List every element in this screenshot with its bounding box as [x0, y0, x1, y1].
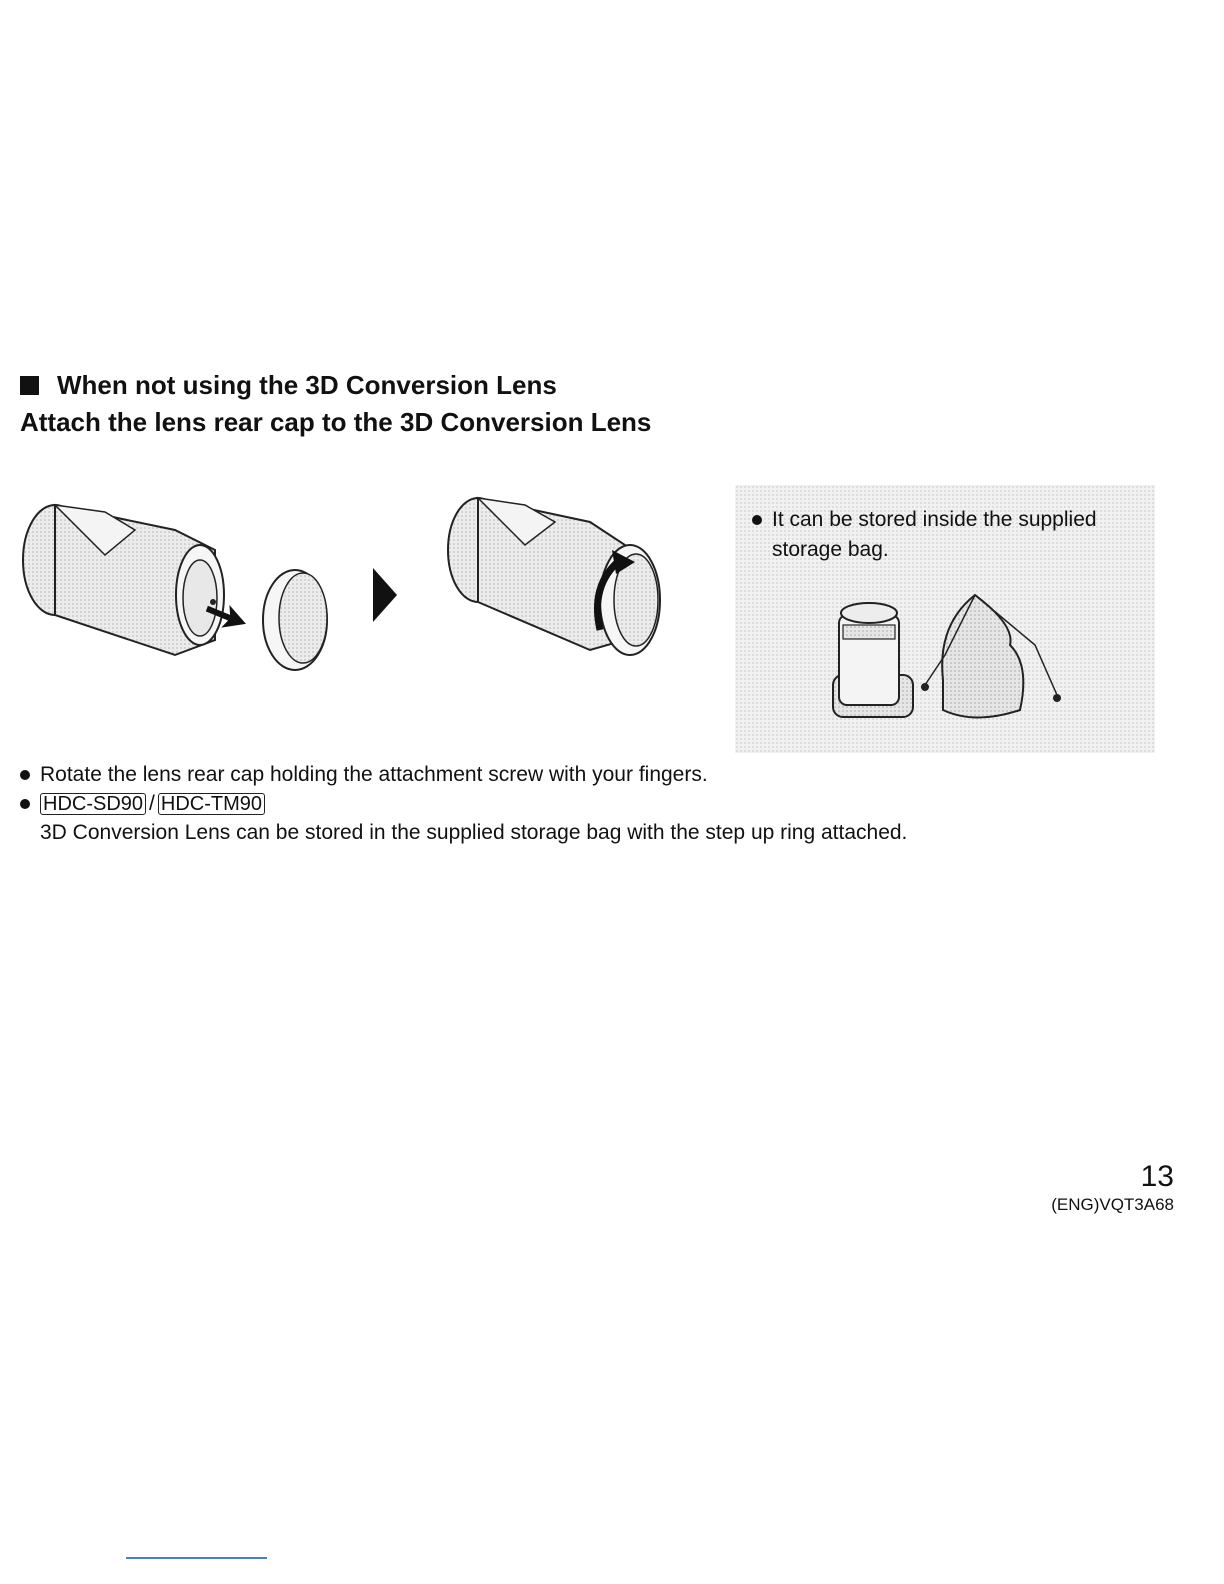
storage-bag-illustration: [825, 585, 1075, 725]
model-separator: /: [149, 792, 155, 815]
list-item: [20, 760, 1020, 789]
bullet-dot-icon: [752, 515, 762, 525]
list-item: [20, 789, 1020, 818]
model-tags: [40, 789, 265, 818]
model-tag-sd90: HDC-SD90: [40, 793, 146, 815]
storage-note-text: It can be stored inside the supplied storage bag.: [772, 508, 1097, 561]
section-heading-text: When not using the 3D Conversion Lens: [57, 370, 557, 400]
lens-cap-attach-illustration: [15, 490, 335, 690]
list-item-text: 3D Conversion Lens can be stored in the supplied storage bag with the step up ring attached.: [40, 821, 908, 844]
next-step-arrow-icon: [370, 565, 400, 625]
bullet-dot-icon: [20, 799, 30, 809]
instruction-list: [20, 760, 1020, 847]
section-heading: [20, 370, 557, 401]
page-number: 13: [1140, 1160, 1174, 1193]
document-code: (ENG)VQT3A68: [1051, 1195, 1174, 1214]
list-item-text: Rotate the lens rear cap holding the attachment screw with your fingers.: [40, 763, 708, 786]
footer-divider: [126, 1557, 267, 1559]
square-bullet-icon: [20, 376, 39, 395]
sub-heading: Attach the lens rear cap to the 3D Conversion Lens: [20, 407, 652, 437]
model-tag-tm90: HDC-TM90: [158, 793, 265, 815]
storage-note: [752, 505, 1152, 565]
lens-cap-rotate-illustration: [440, 490, 670, 670]
bullet-dot-icon: [20, 770, 30, 780]
